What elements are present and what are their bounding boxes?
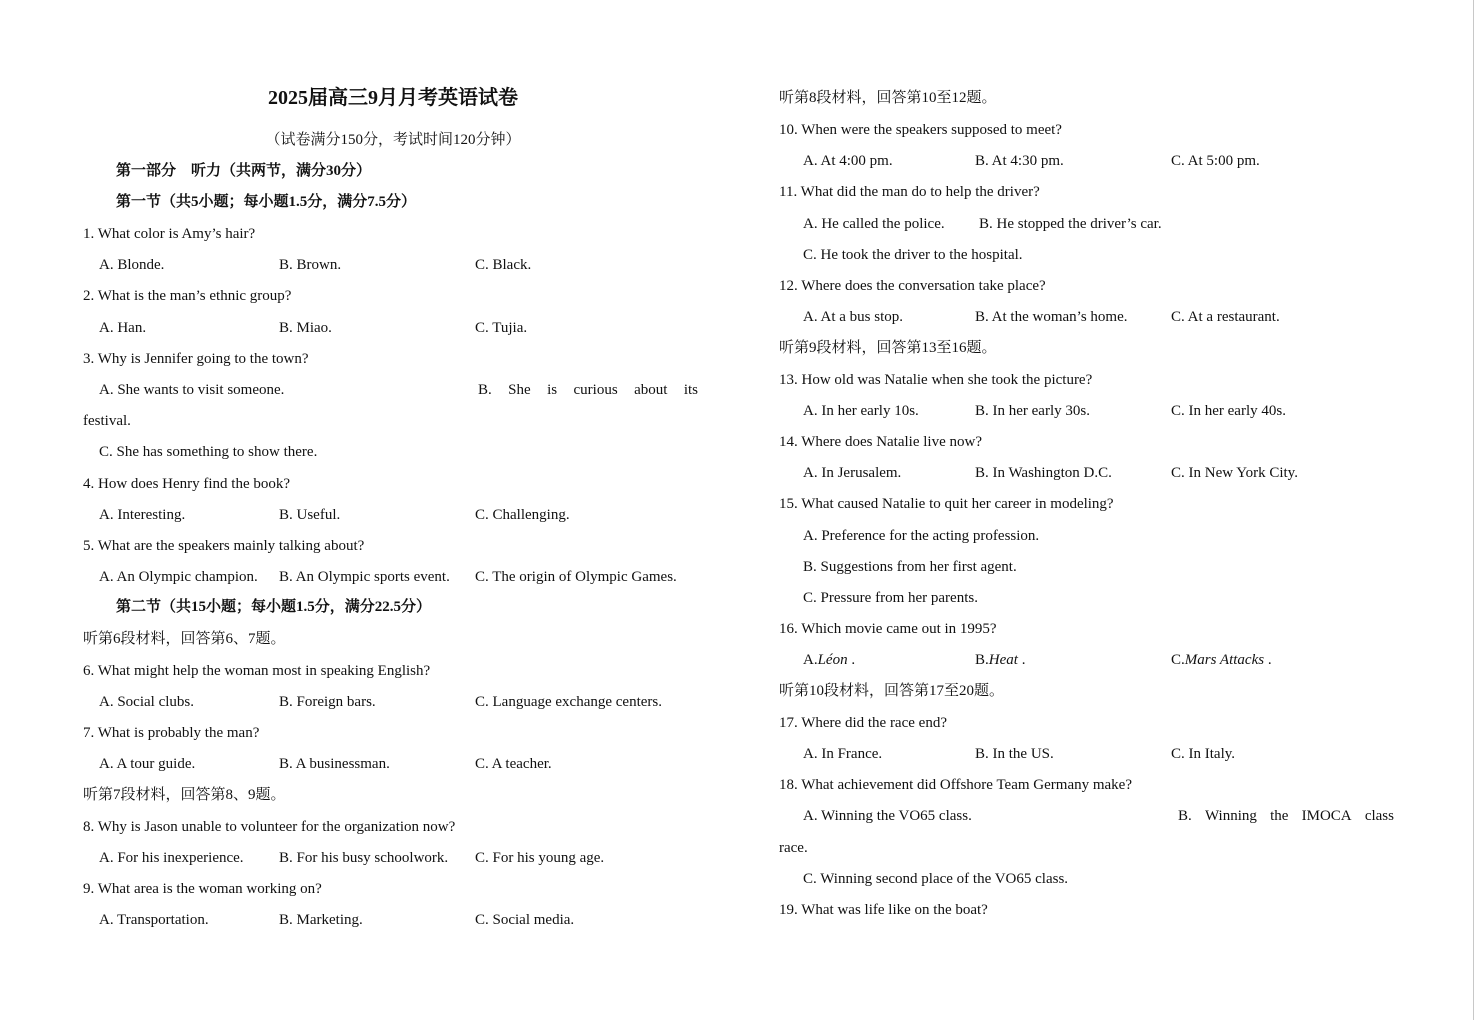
q16-stem: 16. Which movie came out in 1995?	[779, 621, 997, 637]
page-title: 2025届高三9月月考英语试卷	[268, 87, 518, 109]
q10-option-c: C. At 5:00 pm.	[1171, 153, 1260, 169]
q6-option-a: A. Social clubs.	[99, 694, 194, 710]
q14-option-a: A. In Jerusalem.	[803, 465, 902, 481]
q17-option-b: B. In the US.	[975, 746, 1054, 762]
q10-stem: 10. When were the speakers supposed to meet?	[779, 122, 1062, 138]
q3-option-c: C. She has something to show there.	[99, 444, 318, 460]
q4-option-c: C. Challenging.	[475, 507, 570, 523]
q8-stem: 8. Why is Jason unable to volunteer for the organization now?	[83, 819, 456, 835]
q13-option-c: C. In her early 40s.	[1171, 403, 1286, 419]
q14-stem: 14. Where does Natalie live now?	[779, 434, 982, 450]
q18-option-b: B. Winning the IMOCA class	[1178, 808, 1394, 824]
q6-option-c: C. Language exchange centers.	[475, 694, 662, 710]
q15-option-b: B. Suggestions from her first agent.	[803, 559, 1017, 575]
q4-option-b: B. Useful.	[279, 507, 341, 523]
q3-option-b-continued: festival.	[83, 413, 131, 429]
q11-stem: 11. What did the man do to help the driver?	[779, 184, 1040, 200]
q9-option-b: B. Marketing.	[279, 912, 363, 928]
q8-option-a: A. For his inexperience.	[99, 850, 244, 866]
q16-option-a: A.Léon .	[803, 652, 856, 668]
q1-option-c: C. Black.	[475, 257, 532, 273]
q15-stem: 15. What caused Natalie to quit her career in modeling?	[779, 496, 1114, 512]
q5-option-c: C. The origin of Olympic Games.	[475, 569, 677, 585]
q9-option-a: A. Transportation.	[99, 912, 209, 928]
q11-option-c: C. He took the driver to the hospital.	[803, 247, 1023, 263]
q16-option-b: B.Heat .	[975, 652, 1026, 668]
q7-option-b: B. A businessman.	[279, 756, 390, 772]
q4-option-a: A. Interesting.	[99, 507, 186, 523]
q17-option-a: A. In France.	[803, 746, 883, 762]
q5-stem: 5. What are the speakers mainly talking about?	[83, 538, 365, 554]
q15-option-c: C. Pressure from her parents.	[803, 590, 978, 606]
q2-option-c: C. Tujia.	[475, 320, 528, 336]
q12-option-b: B. At the woman’s home.	[975, 309, 1128, 325]
q12-stem: 12. Where does the conversation take place?	[779, 278, 1046, 294]
q2-option-b: B. Miao.	[279, 320, 332, 336]
q19-stem: 19. What was life like on the boat?	[779, 902, 988, 918]
q17-stem: 17. Where did the race end?	[779, 715, 947, 731]
q9-option-c: C. Social media.	[475, 912, 575, 928]
material-9-instruction: 听第9段材料，回答第13至16题。	[779, 340, 997, 356]
q11-option-b: B. He stopped the driver’s car.	[979, 216, 1162, 232]
q16-option-c: C.Mars Attacks .	[1171, 652, 1272, 668]
q18-option-c: C. Winning second place of the VO65 class.	[803, 871, 1069, 887]
q18-stem: 18. What achievement did Offshore Team Germany make?	[779, 777, 1132, 793]
q9-stem: 9. What area is the woman working on?	[83, 881, 322, 897]
q8-option-c: C. For his young age.	[475, 850, 605, 866]
page-subtitle: （试卷满分150分，考试时间120分钟）	[265, 132, 521, 148]
q17-option-c: C. In Italy.	[1171, 746, 1236, 762]
q4-stem: 4. How does Henry find the book?	[83, 476, 291, 492]
material-10-instruction: 听第10段材料，回答第17至20题。	[779, 683, 1005, 699]
q3-stem: 3. Why is Jennifer going to the town?	[83, 351, 309, 367]
q13-option-b: B. In her early 30s.	[975, 403, 1090, 419]
q3-option-a: A. She wants to visit someone.	[99, 382, 285, 398]
q14-option-b: B. In Washington D.C.	[975, 465, 1112, 481]
q7-option-a: A. A tour guide.	[99, 756, 196, 772]
q13-option-a: A. In her early 10s.	[803, 403, 919, 419]
q2-option-a: A. Han.	[99, 320, 147, 336]
q16-option-a-title: Léon	[817, 652, 848, 668]
q18-option-a: A. Winning the VO65 class.	[803, 808, 972, 824]
q16-option-c-title: Mars Attacks	[1184, 652, 1265, 668]
q6-option-b: B. Foreign bars.	[279, 694, 376, 710]
q8-option-b: B. For his busy schoolwork.	[279, 850, 449, 866]
q12-option-c: C. At a restaurant.	[1171, 309, 1280, 325]
section1-heading: 第一节（共5小题；每小题1.5分，满分7.5分）	[116, 194, 417, 210]
q1-option-b: B. Brown.	[279, 257, 342, 273]
q1-option-a: A. Blonde.	[99, 257, 165, 273]
q12-option-a: A. At a bus stop.	[803, 309, 904, 325]
q15-option-a: A. Preference for the acting profession.	[803, 528, 1040, 544]
q7-option-c: C. A teacher.	[475, 756, 552, 772]
part1-heading: 第一部分 听力（共两节，满分30分）	[116, 163, 372, 179]
material-8-instruction: 听第8段材料，回答第10至12题。	[779, 90, 997, 106]
q14-option-c: C. In New York City.	[1171, 465, 1298, 481]
q10-option-b: B. At 4:30 pm.	[975, 153, 1064, 169]
material-7-instruction: 听第7段材料，回答第8、9题。	[83, 787, 286, 803]
q2-stem: 2. What is the man’s ethnic group?	[83, 288, 292, 304]
q11-option-a: A. He called the police.	[803, 216, 945, 232]
q10-option-a: A. At 4:00 pm.	[803, 153, 893, 169]
q3-option-b: B. She is curious about its	[478, 382, 698, 398]
q1-stem: 1. What color is Amy’s hair?	[83, 226, 256, 242]
material-6-instruction: 听第6段材料，回答第6、7题。	[83, 631, 286, 647]
q16-option-b-title: Heat	[988, 652, 1018, 668]
q5-option-b: B. An Olympic sports event.	[279, 569, 450, 585]
q13-stem: 13. How old was Natalie when she took the picture?	[779, 372, 1093, 388]
q5-option-a: A. An Olympic champion.	[99, 569, 258, 585]
q6-stem: 6. What might help the woman most in speaking English?	[83, 663, 431, 679]
q18-option-b-continued: race.	[779, 840, 808, 856]
section2-heading: 第二节（共15小题；每小题1.5分，满分22.5分）	[116, 599, 432, 615]
q7-stem: 7. What is probably the man?	[83, 725, 260, 741]
